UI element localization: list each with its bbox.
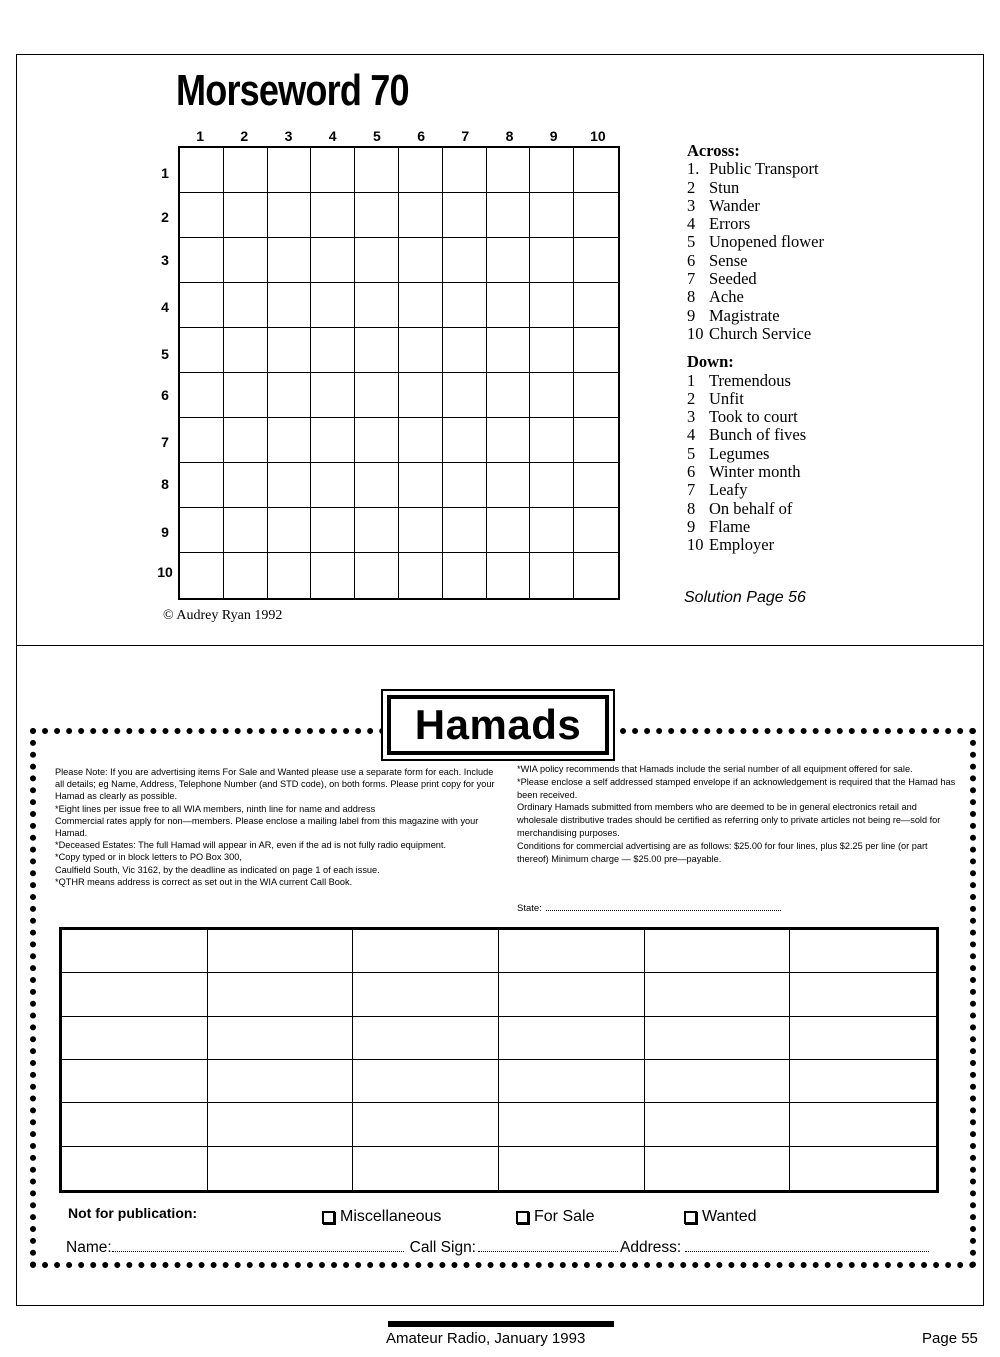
column-number: 4 — [328, 128, 337, 144]
grid-cell[interactable] — [399, 328, 443, 373]
clue-number: 3 — [687, 195, 696, 215]
grid-cell[interactable] — [443, 463, 487, 508]
grid-cell[interactable] — [487, 148, 531, 193]
note-paragraph: Commercial rates apply for non—members. Please enclose a mailing label from this magazine with your Hamad. — [55, 815, 479, 839]
grid-cell[interactable] — [530, 238, 574, 283]
clue-text: Magistrate — [709, 305, 780, 325]
grid-cell[interactable] — [224, 193, 268, 238]
down-clue — [687, 426, 824, 444]
grid-cell[interactable] — [530, 373, 574, 418]
hamad-cell[interactable] — [353, 973, 499, 1016]
clue-text: Leafy — [709, 480, 748, 500]
clue-number: 4 — [687, 425, 696, 445]
grid-cell[interactable] — [487, 553, 531, 598]
column-number: 3 — [284, 128, 293, 144]
grid-cell[interactable] — [355, 148, 399, 193]
hamads-notes-left — [55, 766, 495, 888]
column-number: 6 — [417, 128, 425, 144]
grid-cell[interactable] — [311, 418, 355, 463]
across-clue — [687, 215, 824, 233]
grid-cell[interactable] — [268, 553, 312, 598]
clue-number: 2 — [687, 177, 696, 197]
grid-cell[interactable] — [399, 148, 443, 193]
row-number: 7 — [161, 434, 169, 450]
grid-cell[interactable] — [311, 508, 355, 553]
down-heading: Down: — [687, 352, 734, 372]
solution-note: Solution Page 56 — [684, 589, 806, 606]
grid-cell[interactable] — [268, 418, 312, 463]
grid-cell[interactable] — [574, 328, 618, 373]
grid-cell[interactable] — [574, 193, 618, 238]
down-clue — [687, 408, 824, 426]
grid-cell[interactable] — [224, 328, 268, 373]
note-paragraph: Conditions for commercial advertising are as follows: $25.00 for four lines, plus $2.25 per line (or part thereof) Minimum charge — $25.00 pre—payable. — [517, 840, 928, 864]
grid-cell[interactable] — [180, 328, 224, 373]
grid-cell[interactable] — [487, 418, 531, 463]
state-field[interactable] — [517, 902, 781, 914]
note-paragraph: *QTHR means address is correct as set out in the WIA current Call Book. — [55, 876, 353, 887]
hamad-cell[interactable] — [62, 1147, 208, 1190]
grid-cell[interactable] — [268, 328, 312, 373]
grid-cell[interactable] — [487, 238, 531, 283]
clue-number: 4 — [687, 214, 696, 234]
grid-cell[interactable] — [268, 148, 312, 193]
grid-cell[interactable] — [443, 418, 487, 463]
hamad-cell[interactable] — [353, 1103, 499, 1146]
note-paragraph: *Copy typed or in block letters to PO Box 300, — [55, 852, 242, 863]
clue-text: Unfit — [709, 388, 744, 408]
grid-cell[interactable] — [355, 328, 399, 373]
hamad-cell[interactable] — [499, 1017, 645, 1060]
clue-text: Public Transport — [709, 159, 819, 179]
column-number: 2 — [240, 128, 249, 144]
clue-text: Church Service — [709, 323, 812, 343]
grid-cell[interactable] — [311, 553, 355, 598]
note-paragraph: *WIA policy recommends that Hamads include the serial number of all equipment offered for sale. — [517, 764, 913, 774]
hamad-cell[interactable] — [645, 1060, 791, 1103]
clue-number: 6 — [687, 462, 696, 482]
clue-number: 9 — [687, 305, 696, 325]
hamad-cell[interactable] — [62, 1103, 208, 1146]
footer-rule — [388, 1321, 614, 1327]
grid-cell[interactable] — [574, 238, 618, 283]
across-clue — [687, 233, 824, 251]
hamad-cell[interactable] — [790, 1147, 936, 1190]
clue-number: 3 — [687, 407, 696, 427]
hamad-cell[interactable] — [62, 973, 208, 1016]
grid-cell[interactable] — [355, 553, 399, 598]
name-label: Name: — [66, 1239, 112, 1256]
column-number: 7 — [461, 128, 470, 144]
grid-cell[interactable] — [399, 508, 443, 553]
grid-cell[interactable] — [180, 193, 224, 238]
clue-number: 5 — [687, 232, 696, 252]
grid-cell[interactable] — [487, 463, 531, 508]
grid-cell[interactable] — [574, 148, 618, 193]
grid-cell[interactable] — [311, 238, 355, 283]
grid-cell[interactable] — [530, 553, 574, 598]
grid-cell[interactable] — [311, 373, 355, 418]
clue-number: 1. — [687, 159, 700, 179]
down-clue — [687, 500, 824, 518]
grid-cell[interactable] — [311, 328, 355, 373]
clue-number: 8 — [687, 287, 696, 307]
across-clue — [687, 179, 824, 197]
grid-cell[interactable] — [399, 238, 443, 283]
column-numbers — [178, 128, 620, 146]
grid-cell[interactable] — [443, 283, 487, 328]
clue-text: Sense — [709, 250, 748, 270]
clues — [687, 142, 824, 555]
grid-cell[interactable] — [268, 463, 312, 508]
clue-number: 10 — [687, 535, 704, 555]
grid-cell[interactable] — [399, 373, 443, 418]
grid-cell[interactable] — [268, 508, 312, 553]
clue-number: 10 — [687, 323, 704, 343]
note-paragraph: *Deceased Estates: The full Hamad will appear in AR, even if the ad is not fully radio equipment. — [55, 840, 447, 851]
clue-number: 2 — [687, 388, 696, 408]
grid-cell[interactable] — [180, 463, 224, 508]
hamad-cell[interactable] — [62, 1060, 208, 1103]
clue-number: 1 — [687, 370, 696, 390]
hamad-cell[interactable] — [208, 930, 354, 973]
clue-text: Winter month — [709, 462, 801, 482]
clue-text: On behalf of — [709, 498, 793, 518]
across-clue — [687, 160, 824, 178]
grid-cell[interactable] — [180, 238, 224, 283]
clue-text: Ache — [709, 287, 744, 307]
grid-cell[interactable] — [224, 463, 268, 508]
row-number: 8 — [161, 476, 169, 492]
grid-cell[interactable] — [311, 463, 355, 508]
down-clue — [687, 518, 824, 536]
hamads-title: Hamads — [387, 695, 609, 755]
hamads-notes-right — [517, 763, 957, 865]
hamad-cell[interactable] — [790, 973, 936, 1016]
checkbox-label: For Sale — [534, 1208, 595, 1225]
grid-cell[interactable] — [574, 418, 618, 463]
grid-cell[interactable] — [574, 283, 618, 328]
grid-cell[interactable] — [355, 508, 399, 553]
clue-text: Tremendous — [709, 370, 791, 390]
grid-cell[interactable] — [443, 148, 487, 193]
clue-text: Took to court — [709, 407, 798, 427]
grid-cell[interactable] — [311, 283, 355, 328]
callsign-label: Call Sign: — [409, 1239, 476, 1256]
grid-cell[interactable] — [355, 463, 399, 508]
column-number: 8 — [505, 128, 514, 144]
column-number: 1 — [196, 128, 204, 144]
note-paragraph: Caulfield South, Vic 3162, by the deadline as indicated on page 1 of each issue. — [55, 864, 380, 875]
hamad-cell[interactable] — [353, 1017, 499, 1060]
hamad-copy-table[interactable] — [59, 927, 939, 1193]
grid-cell[interactable] — [180, 418, 224, 463]
across-clue — [687, 197, 824, 215]
grid-cell[interactable] — [180, 373, 224, 418]
column-number: 10 — [590, 128, 606, 144]
address-field[interactable] — [685, 1250, 929, 1252]
grid-cell[interactable] — [399, 418, 443, 463]
row-number: 6 — [161, 387, 169, 403]
grid-cell[interactable] — [224, 418, 268, 463]
grid-cell[interactable] — [224, 553, 268, 598]
grid-cell[interactable] — [443, 328, 487, 373]
row-number: 1 — [161, 165, 169, 181]
clue-number: 5 — [687, 443, 696, 463]
grid-cell[interactable] — [530, 463, 574, 508]
name-field[interactable] — [112, 1250, 404, 1252]
grid-cell[interactable] — [224, 238, 268, 283]
checkbox-label: Miscellaneous — [340, 1208, 442, 1225]
hamad-cell[interactable] — [790, 1017, 936, 1060]
down-clue — [687, 372, 824, 390]
hamad-cell[interactable] — [62, 930, 208, 973]
grid-cell[interactable] — [487, 508, 531, 553]
across-clue — [687, 325, 824, 343]
grid-cell[interactable] — [530, 508, 574, 553]
grid-cell[interactable] — [530, 328, 574, 373]
row-numbers — [155, 146, 175, 600]
grid-cell[interactable] — [530, 283, 574, 328]
hamad-cell[interactable] — [645, 930, 791, 973]
grid-cell[interactable] — [399, 283, 443, 328]
note-paragraph: Please Note: If you are advertising items For Sale and Wanted please use a separate form for each. Include all details; eg Name, Address, Telephone Number (and STD code), on both forms. Please print copy for your Hamad as clearly as possible. — [55, 767, 495, 802]
grid-cell[interactable] — [574, 508, 618, 553]
morseword-title: Morseword 70 — [176, 66, 409, 115]
grid-cell[interactable] — [268, 238, 312, 283]
row-number: 3 — [161, 252, 169, 268]
clue-number: 9 — [687, 516, 696, 536]
grid-cell[interactable] — [268, 283, 312, 328]
grid-cell[interactable] — [180, 148, 224, 193]
grid-cell[interactable] — [574, 373, 618, 418]
grid-cell[interactable] — [355, 193, 399, 238]
not-for-publication-label: Not for publication: — [68, 1205, 198, 1221]
row-number: 5 — [161, 346, 169, 362]
grid-cell[interactable] — [180, 283, 224, 328]
clue-text: Wander — [709, 195, 760, 215]
clue-text: Stun — [709, 177, 740, 197]
checkbox-miscellaneous[interactable] — [322, 1208, 441, 1226]
down-clue — [687, 445, 824, 463]
column-number: 9 — [549, 128, 558, 144]
hamads-title-box — [381, 689, 615, 761]
grid-cell[interactable] — [268, 373, 312, 418]
grid-cell[interactable] — [443, 508, 487, 553]
row-number: 9 — [161, 524, 169, 540]
grid-cell[interactable] — [487, 283, 531, 328]
across-heading: Across: — [687, 141, 740, 160]
grid-cell[interactable] — [224, 283, 268, 328]
row-number: 10 — [157, 564, 173, 580]
note-paragraph: Ordinary Hamads submitted from members who are deemed to be in general electronics retail and wholesale distributive trades should be certified as referring only to private articles not being re—sold for merchandising purposes. — [517, 802, 941, 838]
grid-cell[interactable] — [487, 373, 531, 418]
grid-cell[interactable] — [311, 193, 355, 238]
row-number: 4 — [161, 299, 169, 315]
grid-cell[interactable] — [399, 553, 443, 598]
grid-cell[interactable] — [268, 193, 312, 238]
across-clue — [687, 252, 824, 270]
down-clue — [687, 536, 824, 554]
clue-text: Employer — [709, 535, 775, 555]
state-label: State: — [517, 903, 542, 914]
hamad-cell[interactable] — [790, 1060, 936, 1103]
checkbox-wanted[interactable] — [684, 1208, 757, 1226]
grid-cell[interactable] — [224, 373, 268, 418]
grid-cell[interactable] — [355, 283, 399, 328]
grid-cell[interactable] — [355, 238, 399, 283]
clue-number: 7 — [687, 480, 696, 500]
checkbox-icon[interactable] — [684, 1211, 697, 1224]
hamad-cell[interactable] — [645, 1103, 791, 1146]
hamad-cell[interactable] — [353, 1060, 499, 1103]
grid-cell[interactable] — [530, 148, 574, 193]
checkbox-icon[interactable] — [322, 1211, 335, 1224]
hamad-cell[interactable] — [645, 1147, 791, 1190]
hamad-cell[interactable] — [208, 1017, 354, 1060]
address-label: Address: — [620, 1239, 682, 1256]
hamad-cell[interactable] — [645, 973, 791, 1016]
across-clue — [687, 307, 824, 325]
note-paragraph: *Please enclose a self addressed stamped envelope if an acknowledgement is required that the Hamad has been received. — [517, 776, 956, 800]
down-clue — [687, 463, 824, 481]
grid-cell[interactable] — [399, 193, 443, 238]
footer-publication: Amateur Radio, January 1993 — [386, 1330, 586, 1347]
grid-cell[interactable] — [487, 193, 531, 238]
hamad-cell[interactable] — [208, 1147, 354, 1190]
grid-cell[interactable] — [311, 148, 355, 193]
contact-line — [66, 1239, 929, 1257]
grid-cell[interactable] — [487, 328, 531, 373]
hamad-cell[interactable] — [208, 1060, 354, 1103]
grid-cell[interactable] — [574, 553, 618, 598]
grid-cell[interactable] — [530, 418, 574, 463]
grid-cell[interactable] — [355, 373, 399, 418]
hamad-cell[interactable] — [353, 930, 499, 973]
grid-cell[interactable] — [443, 373, 487, 418]
grid-cell[interactable] — [443, 553, 487, 598]
across-clue — [687, 288, 824, 306]
hamad-cell[interactable] — [62, 1017, 208, 1060]
hamad-cell[interactable] — [208, 973, 354, 1016]
clue-text: Seeded — [709, 269, 757, 289]
morseword-grid — [178, 146, 620, 600]
across-clue — [687, 270, 824, 288]
grid-cell[interactable] — [574, 463, 618, 508]
grid-cell[interactable] — [355, 418, 399, 463]
clue-number: 7 — [687, 269, 696, 289]
hamad-cell[interactable] — [499, 1103, 645, 1146]
note-paragraph: *Eight lines per issue free to all WIA members, ninth line for name and address — [55, 803, 376, 814]
hamad-cell[interactable] — [499, 973, 645, 1016]
row-number: 2 — [161, 209, 169, 225]
clue-text: Unopened flower — [709, 232, 825, 252]
hamad-cell[interactable] — [790, 930, 936, 973]
grid-cell[interactable] — [443, 238, 487, 283]
grid-cell[interactable] — [180, 553, 224, 598]
grid-cell[interactable] — [224, 148, 268, 193]
grid-cell[interactable] — [530, 193, 574, 238]
column-number: 5 — [372, 128, 381, 144]
copyright: © Audrey Ryan 1992 — [163, 608, 283, 623]
grid-cell[interactable] — [399, 463, 443, 508]
checkbox-for-sale[interactable] — [516, 1208, 594, 1226]
clue-number: 6 — [687, 250, 696, 270]
hamad-cell[interactable] — [208, 1103, 354, 1146]
clue-number: 8 — [687, 498, 696, 518]
hamad-cell[interactable] — [499, 930, 645, 973]
state-dotted-line — [546, 902, 781, 911]
checkbox-icon[interactable] — [516, 1211, 529, 1224]
down-clue — [687, 481, 824, 499]
grid-cell[interactable] — [224, 508, 268, 553]
hamad-cell[interactable] — [499, 1147, 645, 1190]
hamad-cell[interactable] — [645, 1017, 791, 1060]
grid-cell[interactable] — [443, 193, 487, 238]
clue-text: Errors — [709, 214, 751, 234]
page-number: Page 55 — [922, 1330, 978, 1347]
clue-text: Bunch of fives — [709, 425, 807, 445]
down-clue — [687, 390, 824, 408]
hamad-cell[interactable] — [353, 1147, 499, 1190]
hamad-cell[interactable] — [499, 1060, 645, 1103]
section-divider — [16, 645, 984, 646]
clue-text: Legumes — [709, 443, 770, 463]
checkbox-label: Wanted — [702, 1208, 757, 1225]
grid-cell[interactable] — [180, 508, 224, 553]
hamad-cell[interactable] — [790, 1103, 936, 1146]
clue-text: Flame — [709, 516, 751, 536]
callsign-field[interactable] — [478, 1250, 618, 1252]
